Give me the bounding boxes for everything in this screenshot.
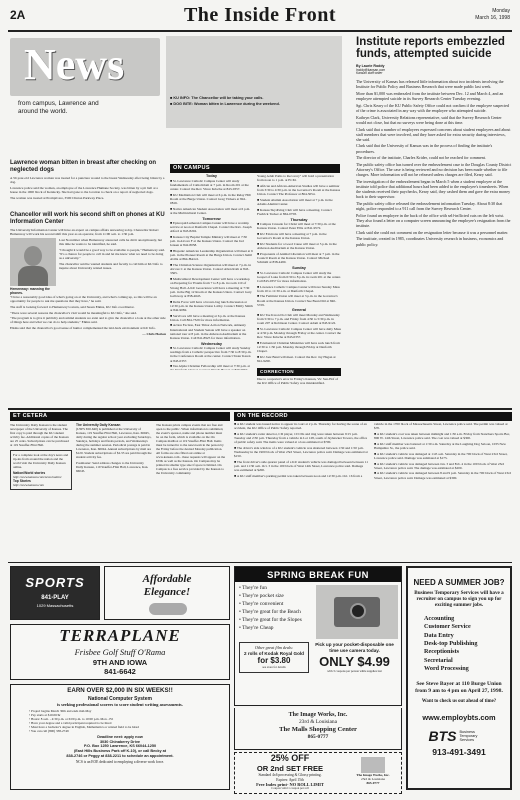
film-deal: 2 rolls of Kodak Royal Gold: [244, 650, 304, 656]
link-label[interactable]: Nation/World stories: [13, 470, 46, 475]
spring-break-item: • They're fun: [239, 585, 267, 592]
terraplane-name: TERRAPLANE: [59, 626, 181, 645]
earn-money-ad[interactable]: [10, 684, 230, 790]
story-paragraph: The woman was treated at PromptCare, 3500 Clinton Parkway Place.: [10, 195, 105, 200]
pickup-price: ONLY $4.99: [319, 653, 390, 669]
coupon-desc: Standard 4x6 processing & Glossy printing.: [258, 773, 322, 778]
story-paragraph: Police found an employee in the back of the office with self-inflicted cuts on the left wrist. They also found a letter on a computer screen announcing the employee's resignation from the institute.: [356, 212, 511, 228]
campus-item[interactable]: ■ Ecumenical Christian Ministries will have sack lunch from 12:30 to 1:30 p.m. Monday through Friday at Danforth Chapel.: [257, 341, 340, 354]
pickup-box: [312, 642, 397, 673]
ad-line: Elegance!: [143, 586, 191, 599]
link-url[interactable]: http://www.kansan.com/news/nation/: [13, 474, 62, 479]
image-works-logo: [361, 757, 385, 773]
campus-item[interactable]: ■ Tau Alpha Christian Fellowship will meet at 7:30 p.m. at: [170, 364, 250, 369]
campus-item[interactable]: ■ St. Lawrence Catholic Campus Center will have daily Mass at 4:30 p.m. Monday through Friday at the center. Contact the Rev. Vince Krische at 843-0357.: [257, 327, 341, 340]
on-record-col-2: [374, 422, 512, 560]
job-item: Data Entry: [424, 631, 454, 639]
image-works-phone: 865-0777: [307, 733, 329, 740]
story-paragraph: "I thought it would be a good way to be available to people," Hemenway said. "It's a chance for people to call in and let me know what we need to be doing as a university.": [59, 247, 165, 260]
story-paragraph: The staff is looking forward to Hemenway's return, said Susan Elkins, KU Info coordinator.: [10, 304, 135, 309]
discount-coupon-ad[interactable]: [234, 752, 402, 794]
campus-item[interactable]: ■ Lawrence Catholic Campus Center will have Sunday Mass from 10 to 11:30 a.m. at Danforth Chapel.: [257, 284, 340, 293]
campus-item[interactable]: ■ Kansas City Baptist Temple Ministry will meet at 7:30 p.m. in Alcove F at the Kansas Union. Contact the Jud Jensen at 842-8058.: [170, 235, 248, 248]
story-paragraph: Clark said that the University of Kansas was in the process of finding the institute's procedures.: [356, 143, 493, 154]
story-chancellor: [10, 212, 166, 336]
coupon-logo-block: [345, 753, 401, 791]
story-paragraph: "I have a reasonably good idea of what's going on at the University, and what's coming up, so this will be an opportunity for people to ask me questions that they have," he said.: [10, 294, 157, 304]
story-paragraph: Kathryn Clark, University Relations representative, said that the Survey Research Center would not close, but that no surveys were being done at this time.: [356, 114, 502, 125]
record-item: ■ A KU student's radar detector, CD player, 10 CDs and ring were taken between 9:15 p.m. Tuesday and 2:30 p.m. Thursday from a vehicle in Lot 128, south of Jayhawker Towers, the office of public safety said. The items were valued at a loss estimated at $700.: [234, 431, 368, 445]
story-byline: By Laurie Roddy: [356, 64, 385, 69]
et-cetera-col-3: [156, 423, 226, 490]
ad-bullet: • Project begins March 30th and ends mid-May: [29, 709, 92, 714]
link-label[interactable]: Top Stories: [13, 478, 31, 483]
summer-job-phone[interactable]: 913-491-3491: [432, 746, 486, 757]
campus-item[interactable]: ■ Action Faction, East Timor Action Network, Amnesty International and Student Senate will have a speaker on national tour at 8 p.m. in the Alderson Auditorium at the Kansas Union. Call 841-8925 for more information.: [170, 323, 247, 340]
campus-item[interactable]: ■ KU Tae Kwon Do Club will meet Monday and Wednesday from 5:30 to 7 p.m. and Friday from 4:30 to 5:30 p.m. in room 207 at Robinson Center. Contact Adam at 843-9122.: [257, 313, 340, 326]
story-headline: Lawrence woman bitten in breast after checking on neglected dogs: [10, 160, 157, 173]
pickup-text: Pick up your pocket-disposable one time use camera today.: [315, 642, 394, 654]
job-item: Accounting: [424, 614, 455, 622]
story-headline: Chancellor will work his second shift on phones at KU Information Center: [10, 212, 165, 225]
section-title: The Inside Front: [183, 4, 337, 26]
summer-job-ad[interactable]: [406, 566, 512, 790]
issue-date-text: March 16, 1998: [475, 14, 510, 21]
spring-break-title: SPRING BREAK FUN: [235, 567, 401, 582]
ad-description: is seeking professional scorers to score student writing assessments.: [57, 701, 183, 707]
summer-job-title: NEED A SUMMER JOB?: [413, 578, 505, 587]
summer-job-see: See Steve Bayer at 110 Burge Union from 9 am to 4 pm on April 27, 1998.: [415, 681, 503, 695]
campus-item[interactable]: ■ Native American Student Association will meet at 6 p.m. at the Multicultural Center.: [170, 206, 251, 215]
on-campus-header: ON CAMPUS: [170, 164, 340, 173]
on-campus-col-2: [257, 174, 341, 364]
story-paragraph: The chancellor said he wanted students and faculty to call him at KU Info to inquire about University related issues.: [59, 261, 163, 270]
record-item: ■ A KU student's vehicle was damaged between 8 and 9 p.m. Saturday in the 700 block of West 23rd Street, Lawrence police said. Damage was estimated at $300.: [374, 471, 511, 480]
story-institute: [356, 36, 512, 404]
on-record-section: [234, 412, 512, 421]
campus-item[interactable]: ■ Multicultural Development Center will have a workshop on Preparing for Exams from 7 to 8 p.m. in room 110 of Strong Hall. A KU Geoscience will have a meeting at 7:30 p.m. in the Big 12 Room at the Kansas Union. Contact Gary Galloway at 838-4645.: [170, 277, 252, 298]
on-campus-section: [170, 164, 340, 173]
story-paragraph: A 50-year-old Lawrence woman was treated for a puncture wound to the breast Wednesday after being bitten by a dog.: [10, 175, 165, 184]
ad-bullet: • Have your degree and a valid participant required to be hired: [29, 721, 112, 726]
job-item: Customer Service: [424, 623, 471, 631]
spring-break-item: • They're convenient: [239, 601, 284, 608]
news-banner-subtitle-1: from campus, Lawrence and: [18, 100, 99, 107]
news-banner-subtitle-2: around the world.: [18, 108, 68, 115]
story-paragraph: The institute, created in 1985, coordinates University research in business, economics and public policy.: [356, 236, 504, 247]
teaser-item[interactable]: ■ KU INFO: The Chancellor will be taking your calls.: [170, 96, 264, 100]
day-heading: General: [291, 308, 307, 313]
story-headline: Institute reports embezzled funds, attempted suicide: [356, 36, 505, 61]
job-list: [424, 615, 510, 674]
image-works-ad[interactable]: [234, 708, 402, 750]
story-paragraph: The public safety office has turned over the embezzlement case to the Douglas County District Attorney's Office. The case is being reviewed and no decision has been made whether to file charges. More information will not be released unless charges are filed, Keary said.: [356, 162, 512, 178]
bts-logo-subtitle: Business Temporary Services: [459, 730, 478, 743]
day-heading: Wednesday: [200, 341, 223, 346]
pickup-fine-print: with 3 coupons per person while supplies last: [327, 668, 382, 673]
campus-item[interactable]: ■ Delta Force will have a brown-bag lunch discussion at 12:30 p.m. in the Kansas Union Lobby. Contact Emily Smith at 842-9082.: [170, 299, 253, 312]
ad-rule: [8, 562, 512, 563]
hemenway-photo: [10, 238, 56, 286]
image-works-name: The Image Works, Inc.: [288, 712, 348, 718]
teaser-list: [170, 96, 338, 107]
story-paragraph: Sgt. Chris Keary of the KU Public Safety Office could not confirm if the employee suspected of the crime is associated in any way with the employee who attempted suicide.: [356, 102, 509, 114]
et-cetera-header: ET CETERA: [10, 412, 230, 421]
day-heading: Sunday: [292, 265, 306, 270]
terraplane-tagline: Frisbee Golf Stuff O'Rama: [74, 646, 166, 657]
coupon-fine-print: Coupon valid 1 coupon per roll: [271, 786, 309, 791]
summer-job-web[interactable]: www.employbts.com: [422, 712, 496, 722]
record-item: ■ A KU staff member's parking permit was taken between noon and 12:30 p.m. Oct. 16 from a: [234, 473, 363, 478]
byline-email[interactable]: lroddy@kansan.com: [356, 67, 386, 72]
spring-break-item: • They're great for the Slopes: [239, 616, 302, 623]
byline-role: Kansan staff writer: [356, 71, 383, 76]
ad-title: EARN OVER $2,000 IN SIX WEEKS!!: [67, 687, 173, 694]
campus-item[interactable]: ■ St. Lawrence Catholic Campus Center will study Sunday readings from a Catholic perspective from 7:30 to 8:30 p.m. in the Conference Room at the center. Contact Sister Karen at 843-0357.: [170, 346, 252, 363]
sports-bar-phone: 841-PLAY: [41, 594, 69, 601]
campus-item[interactable]: ■ KU Meditation Club will meet at 6 p.m. in the Relay Hill Room at the Burge Union. Contact Greg Vickers at 842-0816.: [170, 192, 251, 205]
et-cetera-text: (USPS 650-640) is published at the University of Kansas, 119 Stauffer-Flint Hall, Lawrence, Kan. 66045, daily during the regular school year excluding Saturdays, Sundays, holidays and finals periods, and Wednesdays during the summer session. Periodical postage is paid in Lawrence, Kan. 66044. Annual subscriptions by mail are $120. Student subscriptions of $2.33 are paid through the student activity fee.: [76, 426, 152, 459]
coupon-rolls: Free Index print- NO ROLL LIMIT: [256, 781, 324, 787]
issue-date: [428, 8, 510, 21]
day-heading: Tomorrow: [202, 216, 221, 221]
photo-block: [10, 238, 56, 295]
campus-item[interactable]: ■ Hispanic American Leadership Organization will meet at 6 p.m. in the Pioneer Room at the Burge Union. Contact Jamil Avilla at 864-HALO.: [170, 249, 253, 262]
spring-break-list: [235, 582, 313, 642]
story-paragraph: Clark said she could not comment on the resignation letter because it was a personnel matter.: [356, 229, 509, 235]
spring-break-item: • They're pocket size: [239, 593, 284, 600]
ad-address: P.O. Box 1250 Lawrence, KS 66044-1250: [83, 744, 157, 749]
ad-bullet: • Must have a bachelor's degree in English, Mathematics or related field to be hired: [29, 725, 139, 730]
image-works-address: 23rd & Louisiana: [298, 719, 338, 726]
et-cetera-section: [10, 412, 230, 562]
et-cetera-text: The Kansan prints campus events that are free and open to the public. When information is submitted, the event's sponsor, name and phone number must be on the form, which is available on the On Campus mailbox at 119 Stauffer-Flint Hall. Items must be turned in to the newsroom in the person by the Friday before the desired Monday publication. All forms are also filled out online at www.kansan.com - these requests will appear on the UDK as well as the Kansan. On Campus may be printed in smaller type size if space is limited. On Campus is a free service provided by the Kansan to the University community.: [156, 422, 226, 475]
record-item: ■ A KU student's vehicle was damaged between Jan. 3 and Feb. 4 in the 100 block of West 23rd Street, Lawrence police said. The damage was estimated at $200.: [374, 461, 505, 470]
campus-item[interactable]: ■ KU Environs will have a meeting at 7 p.m. in the Governor's Room at the Kansas Union.: [257, 232, 327, 241]
story-photo-row: [10, 238, 166, 295]
job-item: Desk-top Publishing: [424, 639, 478, 647]
terraplane-address: 9TH AND IOWA: [92, 658, 148, 668]
ad-bullet: • Pay starts at $10.00/hr: [29, 713, 61, 718]
spring-break-item: • They're great for the Beach: [239, 608, 301, 615]
job-item: Secretarial: [424, 656, 453, 664]
record-item: ■ The front driver's side quarter panel of a KU student's vehicle was damaged between between 11 p.m. and 11:30 a.m. Oct. 3 in the 100 block of West 14th Street, Lawrence police said. Damage was estimated at $200.: [234, 459, 368, 473]
coupon-expiry: Expires: April 15th: [276, 777, 304, 782]
correction-header: CORRECTION: [257, 368, 341, 376]
campus-item[interactable]: ■ Episcopal/Lutheran Campus Center will have a worship service at noon at Danforth Chapel. Contact the Rev. Joseph Alford at 843-8202.: [170, 221, 252, 234]
story-paragraph: More than $1,000 was embezzled from the institute between Dec. 12 and March 4, and an employee attempted suicide in its Survey Research Center Tuesday evening.: [356, 91, 504, 102]
day-heading: Thursday: [290, 217, 308, 222]
affordable-elegance-ad[interactable]: [104, 566, 230, 620]
photo-caption: Hemenway: manning the phones.: [10, 286, 50, 295]
ad-bullet: • Hours: 8 a.m. - 4:30 p.m. or 6:00 p.m. to 10:00 p.m. Mon - Fri: [29, 717, 114, 722]
story-paragraph: Last November when Hemenway answered calls he did it anonymously, but this time he wants to be identified, he said.: [59, 237, 163, 246]
story-paragraph: "There were several reasons the chancellor's visit would be meaningful to KU Info," she said.: [10, 310, 137, 315]
et-cetera-col-2: [76, 423, 152, 490]
promo-text: For a complete look at the day's news and tip-ins from around the nation and the world visit the University Daily Kansan online.: [13, 452, 69, 469]
page-number: 2A: [10, 8, 26, 22]
film-deal-box: [239, 642, 309, 673]
et-cetera-columns: [10, 423, 230, 490]
campus-item[interactable]: ■ KU Students for a Good Cause will meet at 5 p.m. in the Alderson Auditorium at the Kansas Union.: [257, 242, 337, 251]
camera-photo: [316, 585, 398, 639]
story-paragraph: The University Information Center will have an expert on campus affairs answering today. Chancellor Robert Hemenway will work his second shift this year as an operator, from 11:00 a.m. to 1:30 p.m.: [10, 227, 159, 236]
coupon-store-name: The Image Works, Inc.: [356, 773, 390, 777]
issue-day: Monday: [492, 8, 510, 14]
coupon-store-phone: 865-0777: [366, 781, 380, 786]
story-paragraph: The investigation of the embezzlement began in March 5 when a student employee at the institute told police that additional hours had been added to the employee's timesheets. When the students received their paychecks, Keary said, they cashed them and gave the extra money back to their supervisor.: [356, 178, 511, 200]
et-cetera-text: Postmaster: Send address changes to the University Daily Kansan, 119 Stauffer-Flint Hall, Lawrence, Kan. 66045.: [76, 460, 149, 473]
promo-box: [10, 450, 72, 490]
ad-eoe: NCS is an EOE dedicated to employing a diverse work force.: [75, 760, 165, 765]
campus-item[interactable]: ■ Student Alumni Association will meet at 7 p.m. in the Adams Alumni Center.: [257, 197, 333, 207]
spring-break-item: • They're Cheap: [239, 624, 274, 631]
ad-graphic: [149, 603, 187, 615]
coupon-store-address: 23rd & Louisiana: [361, 777, 385, 782]
story-paragraph: Lawrence police said the woman, an employee of the Lawrence Humane Society, was bitten by a pit bull at a house in the 1900 block of Kentucky. She had gone to the location to check on a report of neglected dogs.: [10, 185, 158, 194]
campus-item[interactable]: ■ Proponents of Animal Liberation will meet at 7 p.m. in the Council Room at the Kansas Union. Contact Michael Schmidt at 838-4490.: [257, 251, 340, 265]
teaser-item[interactable]: ■ DOG BITE: Woman bitten in Lawrence during the weekend.: [170, 101, 280, 106]
et-cetera-col-1: [10, 423, 72, 490]
on-record-header: ON THE RECORD: [234, 412, 512, 421]
job-item: Receptionists: [424, 648, 460, 656]
on-record-col-1: [234, 422, 368, 560]
news-banner-subtitle: [18, 100, 162, 116]
story-paragraph: The public safety office released the embezzlement information Tuesday. About 8:30 that night, police responded to a 911 call from the Survey Research Center.: [356, 200, 503, 212]
sports-bar-ad[interactable]: [10, 566, 100, 620]
et-cetera-col2-title: The University Daily Kansan: [76, 422, 121, 427]
news-banner-title: News: [24, 40, 125, 89]
ad-line: Affordable: [142, 573, 192, 585]
mid-page-rule: [8, 408, 512, 410]
terraplane-phone: 841-6642: [104, 667, 136, 677]
record-item: vehicle in the 1700 block of Massachusetts Street, Lawrence police said. The permit was valued at $70.: [374, 422, 508, 431]
campus-item[interactable]: Young Adult Paths to Recovery" will hold a presentation from noon to 1 p.m. at ECM.: [257, 174, 334, 183]
ad-address: 838-2746 or Peggy at 838-2211 to schedule an appointment.: [66, 753, 174, 758]
ad-address: 3030 Chinaberry Drive: [99, 739, 141, 744]
sports-bar-name: SPORTS: [25, 575, 85, 590]
record-item: ■ A KU student's coat was taken between midnight and 1:30 a.m. Friday from Stanchers Sports Bar, 806 W. 14th Street, Lawrence police said. The coat was valued at $300.: [374, 431, 510, 441]
campus-item[interactable]: ■ Campus Crusade for Christ will meet at 7:30 p.m. at the Kansas Union. Contact Peter Ellis at 841-9572.: [257, 222, 336, 231]
day-heading: Today: [206, 174, 217, 178]
bts-logo-row: [408, 728, 510, 745]
campus-item[interactable]: ■ The Feminist Union will meet at 3 p.m. in the Governor's Room at the Kansas Union. Contact Sue Bean Dirl at 840-5729.: [257, 294, 338, 307]
campus-item[interactable]: ■ KU Jazz Band will meet. Contact the Rev. Jay Hagan at 841-9200.: [257, 355, 336, 364]
story-paragraph: "The program is to give it publicity and remind students we exist and to give the chancellor a look at the other side of things here and what we can do to help students," Elkins said.: [10, 316, 166, 325]
job-item: Word Processing: [424, 664, 469, 672]
film-fine-print: see store for details: [262, 664, 286, 669]
campus-item[interactable]: ■ St. Lawrence Catholic Campus Center will study fundamentals of Catholicism at 7 p.m. in Room 201 at the center. Contact the Rev. Vince Krische at 843-0357.: [170, 178, 249, 191]
coupon-line-2: OR 2nd SET FREE: [256, 763, 324, 773]
image-works-mall: The Malls Shopping Center: [279, 725, 357, 733]
bts-logo: BTS: [428, 727, 457, 744]
summer-job-want: Want to check us out ahead of time?: [421, 698, 497, 704]
terraplane-ad[interactable]: [10, 624, 230, 680]
story-dog-bite: [10, 160, 166, 201]
campus-item[interactable]: ■ African and African-American Studies will have a seminar from 3:30 to 4:30 p.m. in the Governor's Room at the Kansas Union. Contact The Professor at 864-3054.: [257, 183, 341, 197]
film-price: for $3.80: [257, 656, 291, 666]
ad-bullet: • You can call (800) 338-2749: [29, 729, 69, 734]
story-paragraph: Elkins said that the chancellor's good sense of humor complemented the laid-back environment at KU Info.: [10, 326, 156, 331]
story-wrap-text: [59, 238, 166, 295]
link-url[interactable]: http://www.kansan.com: [13, 482, 44, 487]
masthead-rule: [8, 30, 512, 32]
news-banner-photo: [166, 36, 342, 128]
summer-job-subtitle: Business Temporary Services will have a recruiter on campus to sign you up for exciting summer jobs.: [414, 589, 504, 609]
on-campus-col-1: [170, 174, 253, 370]
et-cetera-text: The University Daily Kansan is the student newspaper of the University of Kansas. The first copy is paid through the KU student activity fee. Additional copies of the Kansan are 25 cents. Subscriptions can be purchased at 119 Stauffer-Flint Hall.: [10, 422, 69, 447]
story-byline: — Chris Horton: [142, 331, 166, 336]
campus-item[interactable]: ■ St. Lawrence Catholic Campus Center will study the Gospel of Luke from 6:30 to 8 p.m. in room 201 at the center. Call 843-0357 for more information.: [257, 270, 341, 283]
news-banner: [10, 36, 162, 128]
record-item: ■ The driver's side window of a KU student's vehicle was shattered between 1:30 and 1:50 p.m. Wednesday in the 1900 block of West 23rd Street, Lawrence police said. Damage was estimated at $150.: [234, 445, 368, 459]
ad-bullets: [29, 709, 211, 733]
coupon-line-1: 25% OFF: [270, 753, 310, 763]
ad-deadline: Deadline next: apply now: [97, 735, 143, 740]
correction-box: [257, 368, 341, 386]
film-deal-promo: Other great film deals:: [254, 645, 294, 651]
record-item: ■ A KU student was issued notice to appear in court at 2 p.m. Thursday for having the scene of an accident, the KU Office of Public Safety reported.: [234, 422, 367, 431]
coupon-body: [235, 753, 345, 791]
story-body: [356, 79, 512, 246]
sports-bar-address: 1029 Massachusetts: [36, 603, 74, 609]
campus-item[interactable]: ■ Survivors will have a meeting at 6 p.m. at the Kansas Union. Call 864-7329 for more information.: [170, 313, 246, 322]
story-paragraph: The University of Kansas has released little information about two incidents involving the Institute for Public Policy and Business Research that were made public last week.: [356, 79, 504, 90]
record-item: ■ A KU staff member was battered at 1:30 a.m. Saturday at the Laughing Dog Saloon, 1035 New Hampshire St., the police said.: [374, 441, 506, 450]
ad-company: National Computer System: [88, 695, 152, 702]
ad-address: (East Hills Business Park off K-10), or call Becky at: [73, 749, 166, 753]
campus-item[interactable]: ■ The Christian Science Organization will meet at 7 p.m. in Alcove C at the Kansas Union. Contact Allen Roth at 843-3565.: [170, 263, 252, 276]
story-paragraph: The director of the institute, Charles Krider, could not be reached for comment.: [356, 155, 486, 161]
campus-item[interactable]: ■ Kansas Skydiving Club will have a meeting. Contact Fredrick Tucker at 864-0758.: [257, 207, 332, 216]
spring-break-ad[interactable]: [234, 566, 402, 706]
correction-text: Due to a reporter's error in Friday's Kansan, Vic Sun-Hof of the KU Office of Public Safety was misidentified.: [257, 376, 339, 385]
record-item: ■ A KU student's vehicle was damaged at 1:45 a.m. Saturday in the 700 block of West 23rd Street, Lawrence police said. Damage was estimated at $175.: [374, 451, 508, 460]
story-paragraph: Clark said that a number of employees expressed concerns about student employees and about staff members that were involved, and they have asked for extra security during interviews, she said.: [356, 126, 511, 142]
